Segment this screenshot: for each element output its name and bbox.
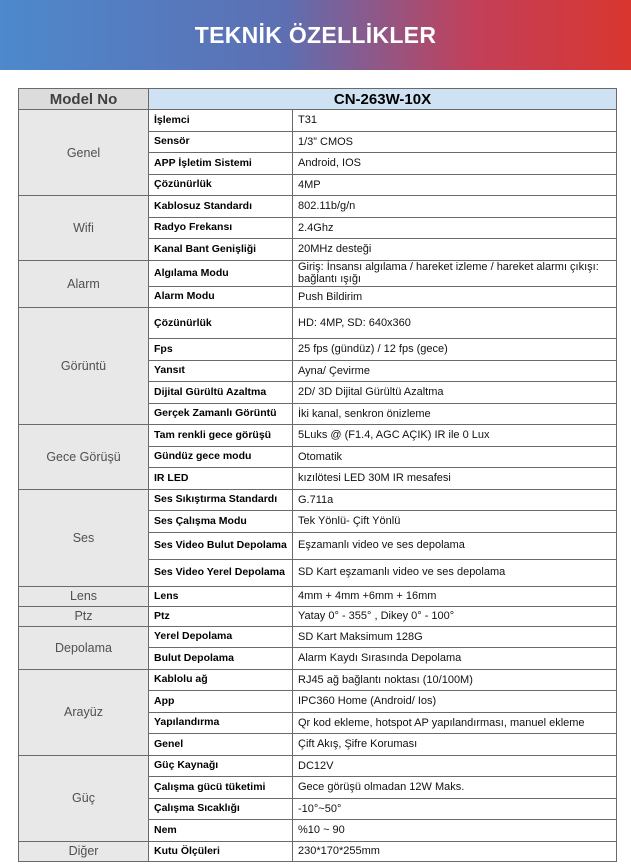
spec-key: Yapılandırma	[149, 712, 293, 734]
spec-key: Çalışma Sıcaklığı	[149, 798, 293, 820]
spec-value: Qr kod ekleme, hotspot AP yapılandırması, manuel ekleme	[293, 712, 617, 734]
model-number: CN-263W-10X	[149, 89, 617, 110]
spec-row	[19, 308, 617, 339]
spec-value: Çift Akış, Şifre Koruması	[293, 734, 617, 756]
spec-key: Ses Sıkıştırma Standardı	[149, 489, 293, 511]
spec-key: Ses Video Yerel Depolama	[149, 559, 293, 586]
spec-row	[19, 196, 617, 218]
spec-key: Güç Kaynağı	[149, 755, 293, 777]
category-cell: Genel	[19, 110, 149, 196]
spec-value: %10 ~ 90	[293, 820, 617, 842]
spec-value: Eşzamanlı video ve ses depolama	[293, 532, 617, 559]
spec-value: -10°~50°	[293, 798, 617, 820]
category-cell: Alarm	[19, 260, 149, 308]
spec-value: G.711a	[293, 489, 617, 511]
spec-value: 2D/ 3D Dijital Gürültü Azaltma	[293, 382, 617, 404]
spec-value: 802.11b/g/n	[293, 196, 617, 218]
spec-key: APP İşletim Sistemi	[149, 153, 293, 175]
spec-key: Algılama Modu	[149, 260, 293, 286]
spec-body	[19, 110, 617, 862]
spec-row	[19, 260, 617, 286]
spec-value: 1/3” CMOS	[293, 131, 617, 153]
spec-key: Kutu Ölçüleri	[149, 841, 293, 861]
spec-key: Ses Çalışma Modu	[149, 511, 293, 533]
spec-key: Kablosuz Standardı	[149, 196, 293, 218]
spec-value: 5Luks @ (F1.4, AGC AÇIK) IR ile 0 Lux	[293, 425, 617, 447]
category-cell: Gece Görüşü	[19, 425, 149, 490]
spec-row	[19, 669, 617, 691]
spec-key: Ptz	[149, 606, 293, 626]
spec-value: SD Kart Maksimum 128G	[293, 626, 617, 648]
category-cell: Arayüz	[19, 669, 149, 755]
category-cell: Depolama	[19, 626, 149, 669]
spec-key: İşlemci	[149, 110, 293, 132]
spec-row	[19, 841, 617, 861]
spec-key: Kanal Bant Genişliği	[149, 239, 293, 261]
spec-value: 20MHz desteği	[293, 239, 617, 261]
spec-value: SD Kart eşzamanlı video ve ses depolama	[293, 559, 617, 586]
spec-value: DC12V	[293, 755, 617, 777]
spec-value: Tek Yönlü- Çift Yönlü	[293, 511, 617, 533]
category-cell: Ptz	[19, 606, 149, 626]
category-cell: Lens	[19, 586, 149, 606]
spec-row	[19, 755, 617, 777]
category-cell: Görüntü	[19, 308, 149, 425]
spec-value: Alarm Kaydı Sırasında Depolama	[293, 648, 617, 670]
spec-key: Ses Video Bulut Depolama	[149, 532, 293, 559]
spec-key: Tam renkli gece görüşü	[149, 425, 293, 447]
spec-value: T31	[293, 110, 617, 132]
spec-key: Alarm Modu	[149, 286, 293, 308]
spec-value: Ayna/ Çevirme	[293, 360, 617, 382]
spec-value: RJ45 ağ bağlantı noktası (10/100M)	[293, 669, 617, 691]
spec-key: Bulut Depolama	[149, 648, 293, 670]
spec-value: 230*170*255mm	[293, 841, 617, 861]
header-row	[19, 89, 617, 110]
spec-value: kızılötesi LED 30M IR mesafesi	[293, 468, 617, 490]
spec-row	[19, 110, 617, 132]
spec-key: Yansıt	[149, 360, 293, 382]
spec-key: IR LED	[149, 468, 293, 490]
spec-table	[18, 88, 617, 862]
category-cell: Ses	[19, 489, 149, 586]
spec-key: Lens	[149, 586, 293, 606]
title-banner	[0, 0, 631, 70]
spec-key: Gündüz gece modu	[149, 446, 293, 468]
spec-value: Giriş: İnsansı algılama / hareket izleme / hareket alarmı çıkışı: bağlantı ışığı	[293, 260, 617, 286]
spec-key: App	[149, 691, 293, 713]
spec-value: Otomatik	[293, 446, 617, 468]
spec-key: Kablolu ağ	[149, 669, 293, 691]
spec-value: HD: 4MP, SD: 640x360	[293, 308, 617, 339]
spec-key: Yerel Depolama	[149, 626, 293, 648]
spec-row	[19, 425, 617, 447]
category-cell: Diğer	[19, 841, 149, 861]
model-no-label: Model No	[19, 89, 149, 110]
spec-value: İki kanal, senkron önizleme	[293, 403, 617, 425]
spec-key: Çözünürlük	[149, 174, 293, 196]
spec-key: Çalışma gücü tüketimi	[149, 777, 293, 799]
category-cell: Güç	[19, 755, 149, 841]
spec-value: Push Bildirim	[293, 286, 617, 308]
spec-key: Fps	[149, 339, 293, 361]
spec-key: Sensör	[149, 131, 293, 153]
spec-key: Dijital Gürültü Azaltma	[149, 382, 293, 404]
spec-value: 25 fps (gündüz) / 12 fps (gece)	[293, 339, 617, 361]
spec-value: Yatay 0° - 355° , Dikey 0° - 100°	[293, 606, 617, 626]
spec-value: 4MP	[293, 174, 617, 196]
spec-row	[19, 586, 617, 606]
spec-value: Android, IOS	[293, 153, 617, 175]
spec-key: Çözünürlük	[149, 308, 293, 339]
spec-row	[19, 489, 617, 511]
spec-key: Gerçek Zamanlı Görüntü	[149, 403, 293, 425]
spec-value: 4mm + 4mm +6mm + 16mm	[293, 586, 617, 606]
spec-value: Gece görüşü olmadan 12W Maks.	[293, 777, 617, 799]
spec-key: Genel	[149, 734, 293, 756]
category-cell: Wifi	[19, 196, 149, 261]
spec-row	[19, 606, 617, 626]
spec-value: 2.4Ghz	[293, 217, 617, 239]
spec-key: Nem	[149, 820, 293, 842]
spec-value: IPC360 Home (Android/ Ios)	[293, 691, 617, 713]
spec-key: Radyo Frekansı	[149, 217, 293, 239]
spec-row	[19, 626, 617, 648]
page-title: TEKNİK ÖZELLİKLER	[194, 21, 437, 48]
